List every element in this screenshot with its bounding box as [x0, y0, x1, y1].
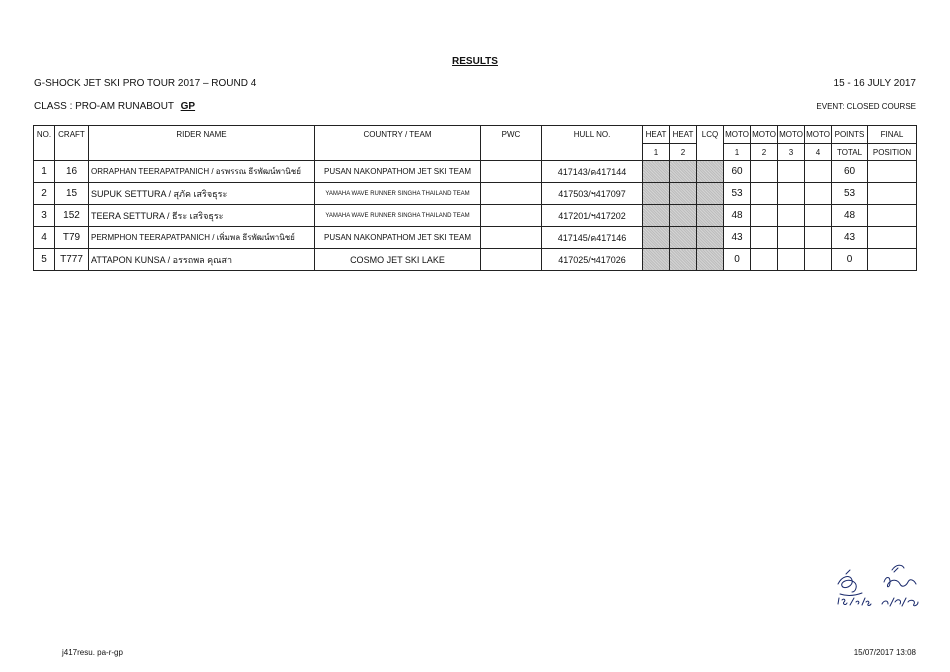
col-moto-3: MOTO	[778, 126, 805, 144]
cell-moto-3	[778, 205, 805, 227]
cell-team: PUSAN NAKONPATHOM JET SKI TEAM	[315, 227, 481, 249]
table-row	[34, 227, 917, 249]
page-title: RESULTS	[452, 56, 498, 67]
cell-pwc	[481, 183, 542, 205]
cell-moto-1: 0	[724, 249, 751, 271]
cell-craft: T777	[55, 249, 89, 271]
col-rider: RIDER NAME	[89, 126, 315, 161]
cell-moto-1: 43	[724, 227, 751, 249]
class-code: GP	[180, 101, 196, 112]
col-points-total: TOTAL	[832, 144, 868, 161]
table-row	[34, 183, 917, 205]
cell-team: YAMAHA WAVE RUNNER SINGHA THAILAND TEAM	[315, 183, 481, 205]
cell-no: 3	[34, 205, 55, 227]
header-row	[34, 126, 917, 144]
cell-hull: 417025/ฯ417026	[542, 249, 643, 271]
signature-1	[838, 570, 862, 595]
cell-heat-1	[643, 183, 670, 205]
col-moto-4: MOTO	[805, 126, 832, 144]
cell-heat-1	[643, 161, 670, 183]
cell-no: 1	[34, 161, 55, 183]
col-heat-2: HEAT	[670, 126, 697, 144]
cell-team: YAMAHA WAVE RUNNER SINGHA THAILAND TEAM	[315, 205, 481, 227]
cell-lcq	[697, 205, 724, 227]
signature-2	[884, 565, 916, 587]
cell-moto-4	[805, 183, 832, 205]
cell-moto-2	[751, 205, 778, 227]
cell-rider: SUPUK SETTURA / สุภัค เสริจธุระ	[89, 183, 315, 205]
cell-total: 43	[832, 227, 868, 249]
cell-rider: PERMPHON TEERAPATPANICH / เพิ่มพล ธีรพัฒน์พานิชย์	[89, 227, 315, 249]
cell-moto-1: 60	[724, 161, 751, 183]
cell-rider: ATTAPON KUNSA / อรรถพล คุณสา	[89, 249, 315, 271]
col-moto-1-num: 1	[724, 144, 751, 161]
event-type: EVENT: CLOSED COURSE	[816, 102, 916, 111]
cell-heat-2	[670, 161, 697, 183]
table-row	[34, 205, 917, 227]
event-date: 15 - 16 JULY 2017	[833, 78, 916, 89]
cell-moto-2	[751, 249, 778, 271]
cell-pwc	[481, 249, 542, 271]
cell-heat-2	[670, 183, 697, 205]
cell-no: 2	[34, 183, 55, 205]
signature-date-1	[838, 598, 871, 606]
col-moto-1: MOTO	[724, 126, 751, 144]
col-heat-2-num: 2	[670, 144, 697, 161]
cell-moto-3	[778, 227, 805, 249]
cell-lcq	[697, 161, 724, 183]
cell-pwc	[481, 205, 542, 227]
results-table	[33, 125, 917, 271]
class-label: CLASS : PRO-AM RUNABOUT	[34, 101, 174, 112]
col-pwc: PWC	[481, 126, 542, 161]
cell-heat-1	[643, 249, 670, 271]
cell-team: COSMO JET SKI LAKE	[315, 249, 481, 271]
col-final-position: POSITION	[868, 144, 917, 161]
cell-moto-2	[751, 183, 778, 205]
col-moto-2-num: 2	[751, 144, 778, 161]
cell-pwc	[481, 227, 542, 249]
cell-lcq	[697, 249, 724, 271]
cell-total: 48	[832, 205, 868, 227]
cell-moto-3	[778, 161, 805, 183]
cell-craft: 15	[55, 183, 89, 205]
col-craft: CRAFT	[55, 126, 89, 161]
event-title: G-SHOCK JET SKI PRO TOUR 2017 – ROUND 4	[34, 78, 257, 89]
cell-moto-2	[751, 161, 778, 183]
class-line	[34, 101, 195, 112]
col-moto-4-num: 4	[805, 144, 832, 161]
signatures	[832, 560, 922, 612]
cell-moto-2	[751, 227, 778, 249]
col-heat-1-num: 1	[643, 144, 670, 161]
cell-heat-2	[670, 249, 697, 271]
cell-moto-3	[778, 249, 805, 271]
cell-no: 4	[34, 227, 55, 249]
cell-hull: 417145/ค417146	[542, 227, 643, 249]
cell-heat-1	[643, 205, 670, 227]
cell-position	[868, 249, 917, 271]
cell-moto-1: 48	[724, 205, 751, 227]
cell-lcq	[697, 183, 724, 205]
cell-moto-1: 53	[724, 183, 751, 205]
cell-position	[868, 161, 917, 183]
cell-heat-2	[670, 227, 697, 249]
cell-moto-4	[805, 227, 832, 249]
cell-rider: TEERA SETTURA / ธีระ เสริจธุระ	[89, 205, 315, 227]
cell-moto-4	[805, 249, 832, 271]
cell-moto-3	[778, 183, 805, 205]
cell-no: 5	[34, 249, 55, 271]
signature-date-2	[882, 598, 918, 606]
col-moto-2: MOTO	[751, 126, 778, 144]
cell-craft: 16	[55, 161, 89, 183]
table-row	[34, 161, 917, 183]
footer-timestamp: 15/07/2017 13:08	[853, 648, 916, 657]
cell-moto-4	[805, 205, 832, 227]
cell-hull: 417143/ค417144	[542, 161, 643, 183]
cell-team: PUSAN NAKONPATHOM JET SKI TEAM	[315, 161, 481, 183]
cell-pwc	[481, 161, 542, 183]
cell-hull: 417201/ฯ417202	[542, 205, 643, 227]
cell-heat-1	[643, 227, 670, 249]
cell-craft: T79	[55, 227, 89, 249]
cell-total: 0	[832, 249, 868, 271]
col-lcq: LCQ	[697, 126, 724, 161]
cell-total: 60	[832, 161, 868, 183]
col-points: POINTS	[832, 126, 868, 144]
col-team: COUNTRY / TEAM	[315, 126, 481, 161]
col-no: NO.	[34, 126, 55, 161]
cell-rider: ORRAPHAN TEERAPATPANICH / อรพรรณ ธีรพัฒน์พานิชย์	[89, 161, 315, 183]
cell-hull: 417503/ฯ417097	[542, 183, 643, 205]
col-heat-1: HEAT	[643, 126, 670, 144]
cell-total: 53	[832, 183, 868, 205]
col-hull: HULL NO.	[542, 126, 643, 161]
cell-position	[868, 205, 917, 227]
footer-file-ref: j417resu. pa-r-gp	[62, 648, 123, 657]
cell-craft: 152	[55, 205, 89, 227]
col-moto-3-num: 3	[778, 144, 805, 161]
table-row	[34, 249, 917, 271]
cell-moto-4	[805, 161, 832, 183]
cell-lcq	[697, 227, 724, 249]
cell-heat-2	[670, 205, 697, 227]
col-final: FINAL	[868, 126, 917, 144]
cell-position	[868, 183, 917, 205]
cell-position	[868, 227, 917, 249]
